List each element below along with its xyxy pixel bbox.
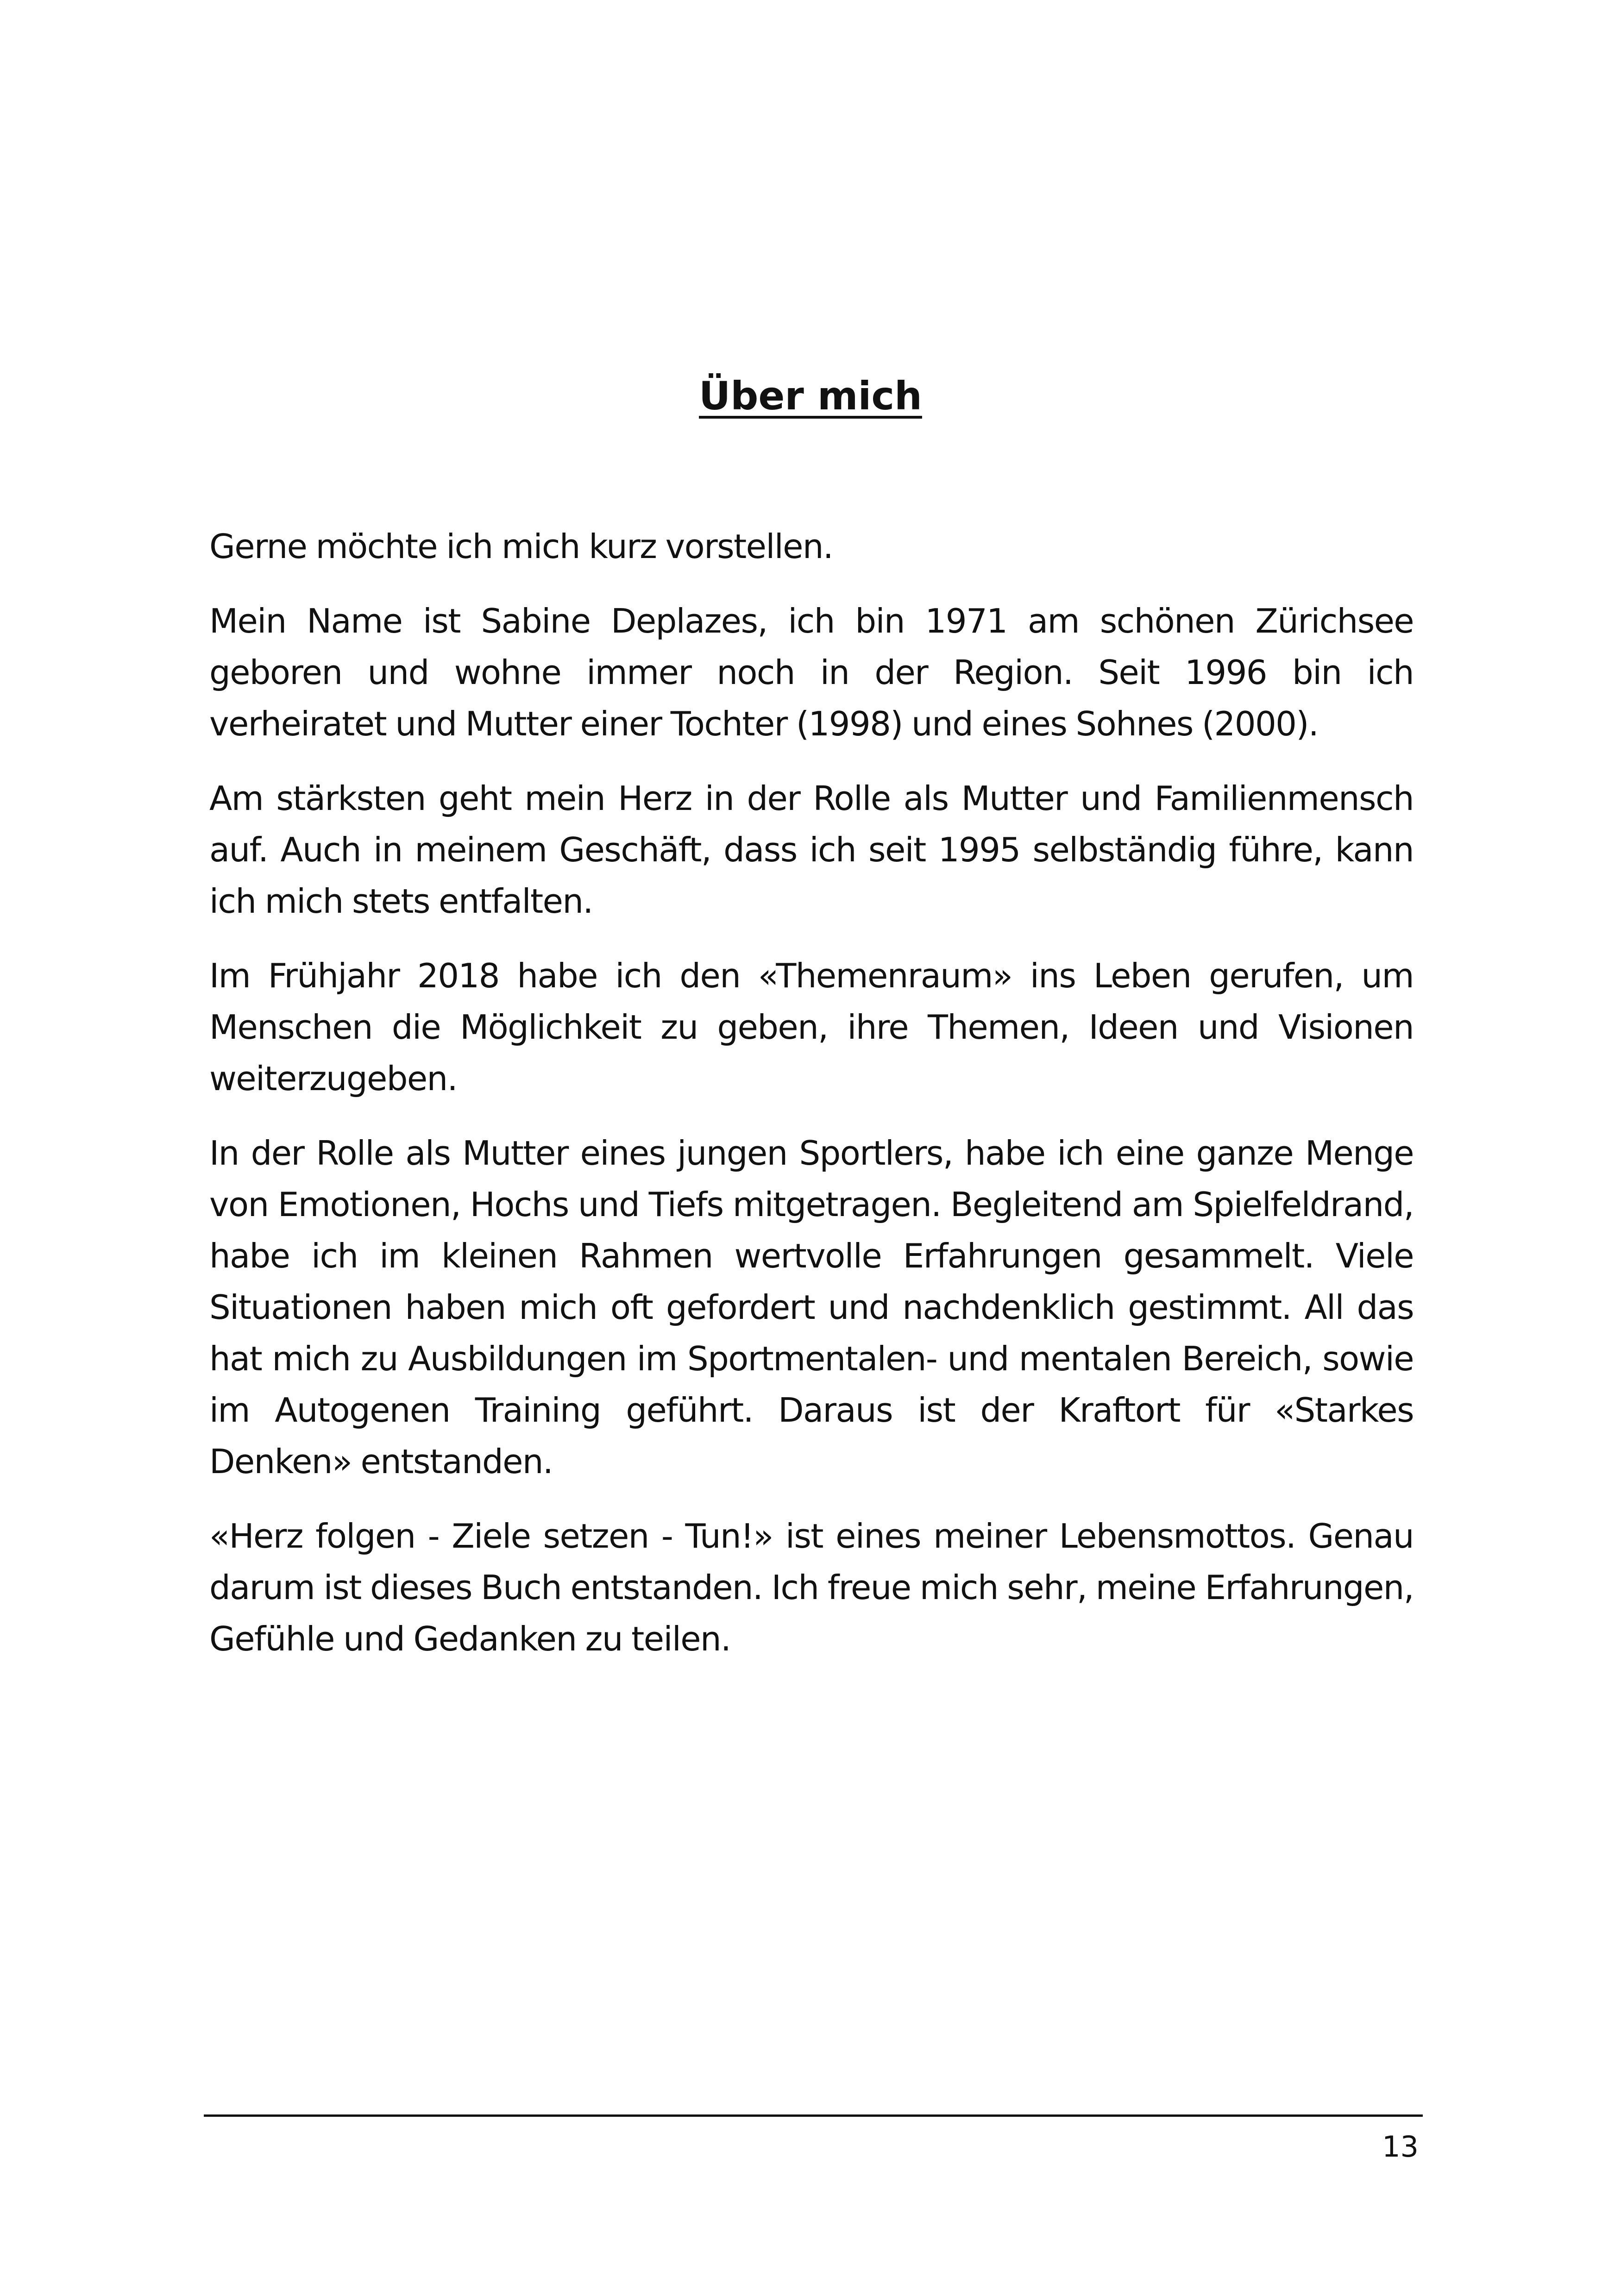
page-number: 13 (1382, 2130, 1419, 2164)
footer-divider (204, 2114, 1423, 2117)
paragraph-sport-experience: In der Rolle als Mutter eines jungen Sportlers, habe ich eine ganze Menge von Emotionen, Hochs und Tiefs mitgetragen. Begleitend am Spielfeldrand, habe ich im kleinen Rahmen wertvolle Erfahrungen gesammelt. Viele Situationen haben mich oft gefordert und nachdenklich gestimmt. All das hat mich zu Ausbildungen im Sportmentalen- und mentalen Bereich, sowie im Autogenen Training geführt. Daraus ist der Kraftort für «Starkes Denken» entstanden. (209, 1134, 1414, 1481)
paragraph-themenraum: Im Frühjahr 2018 habe ich den «Themenraum» ins Leben gerufen, um Menschen die Möglichkeit zu geben, ihre Themen, Ideen und Visionen weiterzugeben. (209, 956, 1414, 1098)
paragraph-life-motto: «Herz folgen - Ziele setzen - Tun!» ist eines meiner Lebensmottos. Genau darum ist dieses Buch entstanden. Ich freue mich sehr, meine Erfahrungen, Gefühle und Gedanken zu teilen. (209, 1517, 1414, 1658)
paragraph-heart-and-business: Am stärksten geht mein Herz in der Rolle als Mutter und Familienmensch auf. Auch in meinem Geschäft, dass ich seit 1995 selbständig führe, kann ich mich stets entfalten. (209, 779, 1414, 921)
page-title (0, 370, 1621, 421)
body-text (209, 521, 1414, 1688)
paragraph-name-and-family: Mein Name ist Sabine Deplazes, ich bin 1971 am schönen Zürichsee geboren und wohne immer noch in der Region. Seit 1996 bin ich verheiratet und Mutter einer Tochter (1998) und eines Sohnes (2000). (209, 602, 1414, 743)
page-title-text: Über mich (699, 373, 922, 419)
paragraph-intro: Gerne möchte ich mich kurz vorstellen. (209, 527, 833, 566)
